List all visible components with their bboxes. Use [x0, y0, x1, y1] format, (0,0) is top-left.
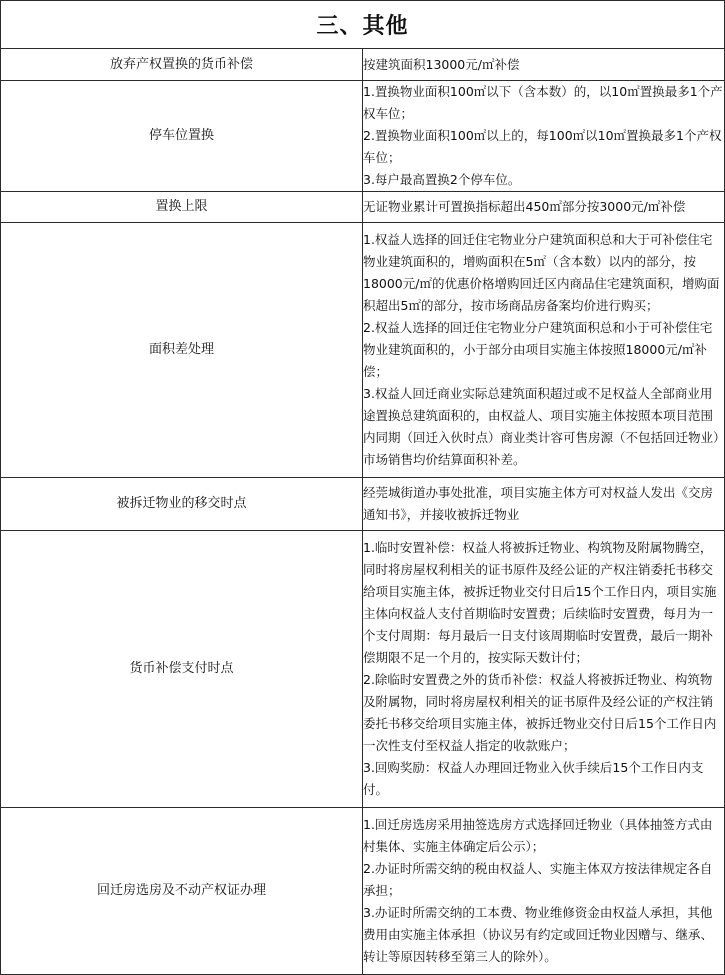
table-row — [1, 223, 725, 478]
content-line: 2.权益人选择的回迁住宅物业分户建筑面积总和小于可补偿住宅物业建筑面积的，小于部分由项目实施主体按照18000元/㎡补偿； — [363, 320, 713, 379]
table-row — [1, 478, 725, 531]
row-label: 停车位置换 — [1, 81, 363, 192]
table-row — [1, 49, 725, 81]
content-line: 3.办证时所需交纳的工本费、物业维修资金由权益人承担，其他费用由实施主体承担（协议另有约定或回迁物业因赠与、继承、转让等原因转移至第三人的除外）。 — [363, 905, 714, 964]
table-row — [1, 81, 725, 192]
content-line: 2.除临时安置费之外的货币补偿：权益人将被拆迁物业、构筑物及附属物，同时将房屋权利相关的证书原件及经公证的产权注销委托书移交给项目实施主体，被拆迁物业交付日后15个工作日内一次性支付至权益人指定的收款账户； — [363, 672, 717, 753]
content-line: 无证物业累计可置换指标超出450㎡部分按3000元/㎡补偿 — [363, 199, 686, 214]
section-title: 三、其他 — [1, 1, 725, 49]
content-line: 按建筑面积13000元/㎡补偿 — [363, 56, 520, 72]
row-content — [363, 192, 725, 223]
content-line: 1.权益人选择的回迁住宅物业分户建筑面积总和大于可补偿住宅物业建筑面积的，增购面积在5㎡（含本数）以内的部分，按18000元/㎡的优惠价格增购回迁区内商品住宅建筑面积，增购面积超出5㎡的部分，按市场商品房备案均价进行购买； — [363, 232, 720, 313]
content-line: 3.回购奖励：权益人办理回迁物业入伙手续后15个工作日内支付。 — [363, 760, 704, 797]
content-line: 2.置换物业面积100㎡以上的，每100㎡以10㎡置换最多1个产权车位； — [363, 128, 722, 165]
row-content — [363, 531, 725, 808]
table-row — [1, 192, 725, 223]
content-line: 1.临时安置补偿：权益人将被拆迁物业、构筑物及附属物腾空，同时将房屋权利相关的证书原件及经公证的产权注销委托书移交给项目实施主体，被拆迁物业交付日后15个工作日内，项目实施主体向权益人支付首期临时安置费；后续临时安置费，每月为一个支付周期：每月最后一日支付该周期临时安置费，最后一期补偿期限不足一个月的，按实际天数计付； — [363, 540, 717, 665]
row-label: 面积差处理 — [1, 223, 363, 478]
row-label: 置换上限 — [1, 192, 363, 223]
row-label: 放弃产权置换的货币补偿 — [1, 49, 363, 81]
table-row — [1, 808, 725, 975]
content-line: 3.权益人回迁商业实际总建筑面积超过或不足权益人全部商业用途置换总建筑面积的，由权益人、项目实施主体按照本项目范围内同期（回迁入伙时点）商业类计容可售房源（不包括回迁物业）市场销售均价结算面积补差。 — [363, 386, 720, 467]
content-line: 2.办证时所需交纳的税由权益人、实施主体双方按法律规定各自承担； — [363, 861, 713, 898]
row-content — [363, 808, 725, 975]
row-content — [363, 478, 725, 531]
content-line: 3.每户最高置换2个停车位。 — [363, 172, 521, 187]
row-content — [363, 49, 725, 81]
content-line: 1.置换物业面积100㎡以下（含本数）的，以10㎡置换最多1个产权车位； — [363, 84, 723, 121]
row-label: 回迁房选房及不动产权证办理 — [1, 808, 363, 975]
row-label: 货币补偿支付时点 — [1, 531, 363, 808]
title-row — [1, 1, 725, 49]
content-line: 经莞城街道办事处批准，项目实施主体方可对权益人发出《交房通知书》，并接收被拆迁物业 — [363, 485, 714, 522]
row-content — [363, 81, 725, 192]
table-row — [1, 531, 725, 808]
row-content — [363, 223, 725, 478]
row-label: 被拆迁物业的移交时点 — [1, 478, 363, 531]
content-line: 1.回迁房选房采用抽签选房方式选择回迁物业（具体抽签方式由村集体、实施主体确定后公示）； — [363, 817, 713, 854]
